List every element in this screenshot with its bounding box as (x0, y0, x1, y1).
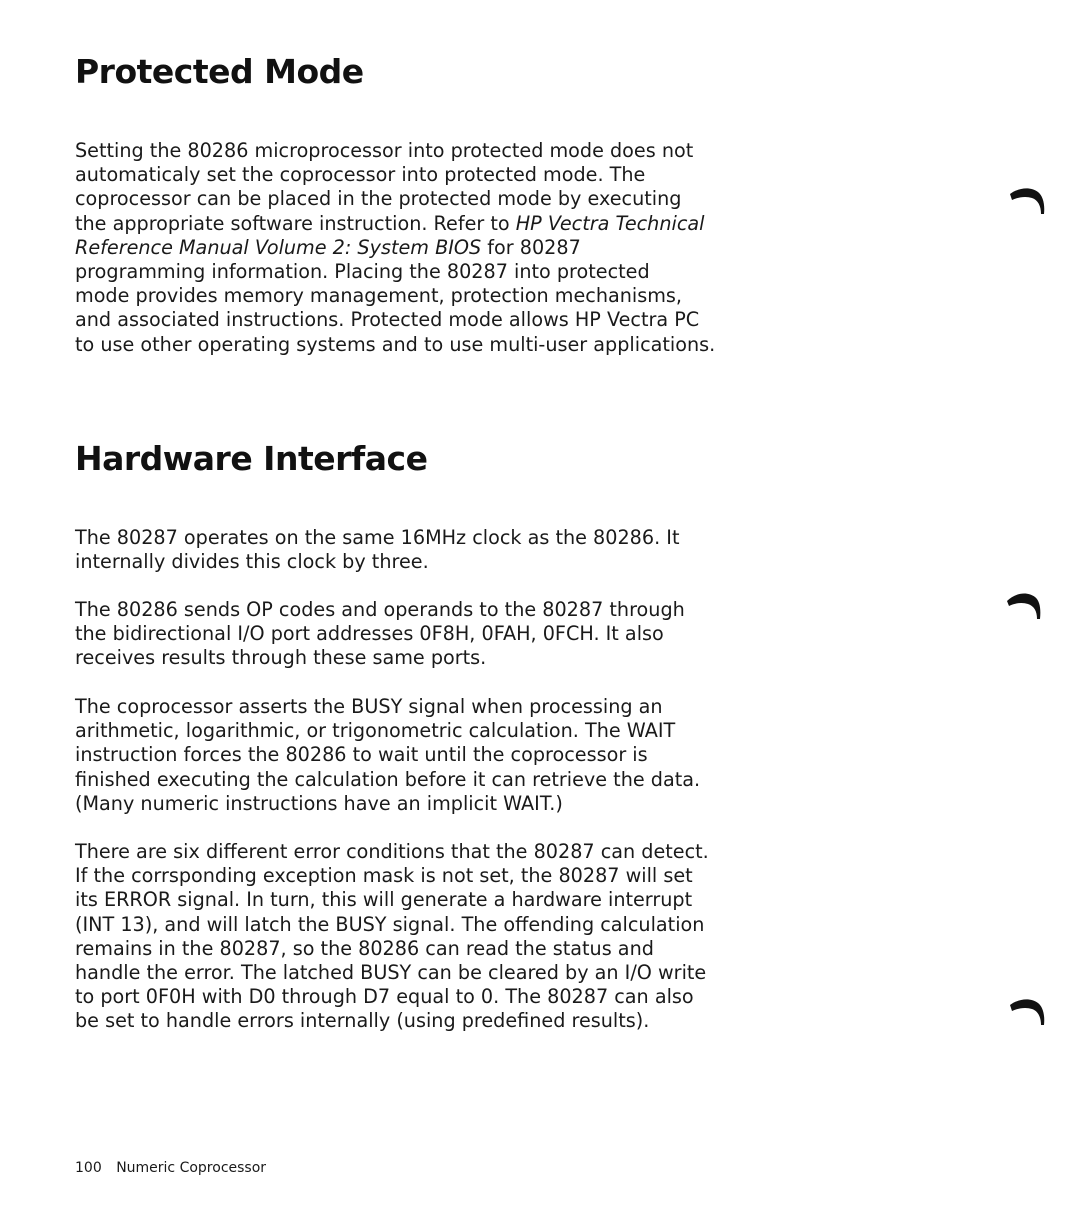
heading-hardware-interface: Hardware Interface (75, 439, 428, 478)
text-line: be set to handle errors internally (using predefined results). (75, 1009, 650, 1033)
text-line: finished executing the calculation before it can retrieve the data. (75, 767, 701, 791)
text-line: mode provides memory management, protection mechanisms, (75, 284, 683, 308)
text-line: instruction forces the 80286 to wait until the coprocessor is (75, 743, 648, 767)
text-line (75, 236, 715, 260)
page-footer (75, 1160, 266, 1176)
text-line: (INT 13), and will latch the BUSY signal. The offending calculation (75, 912, 705, 936)
paragraph-clock (75, 526, 715, 574)
text-line: automaticaly set the coprocessor into protected mode. The (75, 163, 646, 187)
text-line: (Many numeric instructions have an implicit WAIT.) (75, 791, 563, 815)
paragraph-io-ports (75, 598, 715, 671)
text-line: remains in the 80287, so the 80286 can read the status and (75, 936, 654, 960)
paragraph-protected-mode (75, 139, 715, 357)
text-line: If the corrsponding exception mask is not set, the 80287 will set (75, 864, 693, 888)
text-line: The 80286 sends OP codes and operands to the 80287 through (75, 598, 685, 621)
text-line: receives results through these same ports. (75, 646, 487, 670)
text-run: for 80287 (481, 235, 581, 259)
text-line: arithmetic, logarithmic, or trigonometric calculation. The WAIT (75, 719, 676, 743)
text-line (75, 212, 715, 236)
text-line: to use other operating systems and to use multi-user applications. (75, 332, 716, 356)
chapter-title: Numeric Coprocessor (116, 1160, 267, 1176)
paragraph-busy-signal (75, 695, 715, 816)
binder-hole-mark-icon (1003, 587, 1043, 623)
binder-hole-mark-icon (1008, 992, 1048, 1028)
paragraph-error-conditions (75, 840, 715, 1034)
text-line: coprocessor can be placed in the protected mode by executing (75, 187, 682, 211)
text-line: and associated instructions. Protected mode allows HP Vectra PC (75, 308, 700, 332)
binder-hole-mark-icon (1008, 182, 1048, 218)
text-line: The 80287 operates on the same 16MHz clock as the 80286. It (75, 526, 680, 549)
manual-title-italic: HP Vectra Technical (515, 211, 705, 235)
manual-title-italic: Reference Manual Volume 2: System BIOS (75, 235, 482, 259)
text-line: internally divides this clock by three. (75, 550, 429, 574)
text-line: the bidirectional I/O port addresses 0F8H, 0FAH, 0FCH. It also (75, 622, 664, 646)
text-run: the appropriate software instruction. Refer to (75, 211, 516, 235)
text-line: its ERROR signal. In turn, this will generate a hardware interrupt (75, 888, 693, 912)
text-line: Setting the 80286 microprocessor into protected mode does not (75, 139, 694, 162)
text-line: programming information. Placing the 80287 into protected (75, 260, 650, 284)
text-line: There are six different error conditions that the 80287 can detect. (75, 840, 709, 863)
text-line: The coprocessor asserts the BUSY signal when processing an (75, 695, 663, 718)
page-number: 100 (75, 1160, 102, 1176)
text-line: handle the error. The latched BUSY can be cleared by an I/O write (75, 961, 707, 985)
text-line: to port 0F0H with D0 through D7 equal to 0. The 80287 can also (75, 985, 694, 1009)
heading-protected-mode: Protected Mode (75, 52, 364, 91)
